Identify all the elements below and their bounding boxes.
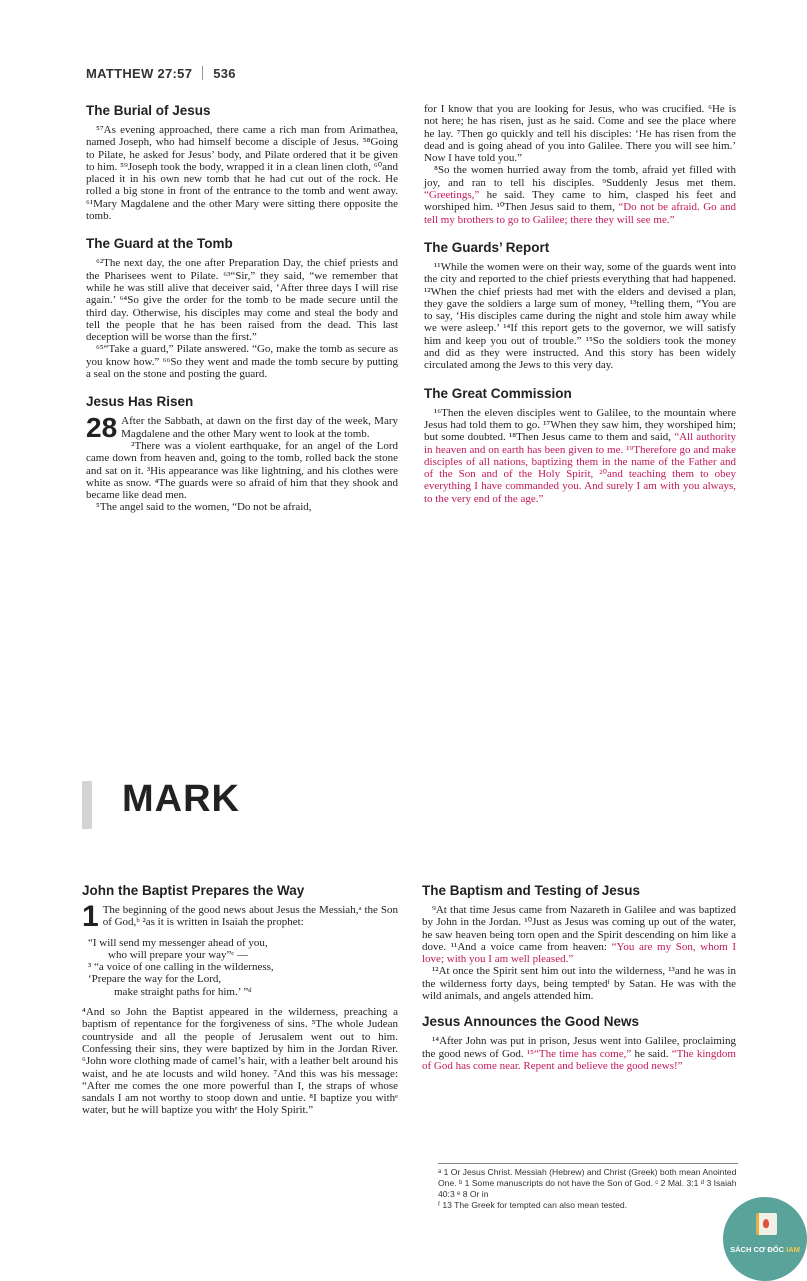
chapter-number: 28 — [86, 412, 118, 444]
paragraph: The beginning of the good news about Jesus the Messiah,ᵃ the Son of God,ᵇ ²as it is written in Isaiah the prophet: — [102, 904, 398, 929]
section-heading-risen: Jesus Has Risen — [86, 394, 194, 410]
chapter-number: 1 — [82, 900, 99, 933]
paragraph — [424, 407, 736, 505]
words-of-jesus: “The kingdom of God has come near. Repent and believe the good news!” — [422, 1047, 736, 1072]
footnotes — [438, 1163, 738, 1211]
words-of-jesus: ¹⁵“The time has come,” — [526, 1047, 632, 1060]
paragraph: ¹²At once the Spirit sent him out into the wilderness, ¹³and he was in the wilderness forty days, being temptedᶠ by Satan. He was with the wild animals, and angels attended him. — [422, 965, 736, 1003]
poetry-quote — [88, 937, 398, 998]
divider — [202, 66, 203, 80]
text-run: he said. — [631, 1047, 672, 1060]
section-heading-baptist: John the Baptist Prepares the Way — [82, 883, 305, 898]
chapter-opening — [82, 900, 398, 933]
section-heading-announces: Jesus Announces the Good News — [422, 1014, 640, 1030]
chapter-reference: MATTHEW 27:57 — [86, 66, 193, 81]
section-heading-report: The Guards’ Report — [424, 239, 550, 255]
section-heading-guard: The Guard at the Tomb — [86, 236, 233, 252]
book-title: MARK — [122, 778, 240, 820]
words-of-jesus: “All authority in heaven and on earth has been given to me. ¹⁹Therefore go and make disciples of all nations, baptizing them in the name of the Father and of the Son and of the Holy Spirit, ²⁰and teaching them to obey everything I have commanded you. And surely I am with you always, to the very end of the age.” — [424, 431, 737, 505]
paragraph: ⁶²The next day, the one after Preparation Day, the chief priests and the Pharisees went to Pilate. ⁶³“Sir,” they said, “we remember that while he was still alive that deceiver said, ‘After three days I will rise again.’ ⁶⁴So give the order for the tomb to be made secure until the third day. Otherwise, his disciples may come and steal the body and tell the people that he has been raised from the dead. This last deception will be worse than the first.” — [86, 257, 398, 344]
footnote-line: ᵃ 1 Or Jesus Christ. Messiah (Hebrew) and Christ (Greek) both mean Anointed One. ᵇ 1 Some manuscripts do not have the Son of God. ᶜ 2 Mal. 3:1 ᵈ 3 Isaiah 40:3 ᵉ 8 Or in — [438, 1167, 737, 1199]
poem-line: make straight paths for him.’ ”ᵈ — [114, 985, 252, 998]
watermark-logo — [723, 1197, 807, 1281]
paragraph: ¹¹While the women were on their way, some of the guards went into the city and reported to the chief priests everything that had happened. ¹²When the chief priests had met with the elders and devised a plan, they gave the soldiers a large sum of money, ¹³telling them, “You are to say, ‘His disciples came during the night and stole him away while we were asleep.’ ¹⁴If this report gets to the governor, we will satisfy him and keep you out of trouble.” ¹⁵So the soldiers took the money and did as they were instructed. And this story has been widely circulated among the Jews to this very day. — [424, 260, 736, 372]
text-run: ¹⁶Then the eleven disciples went to Galilee, to the mountain where Jesus had told them to go. ¹⁷When they saw him, they worshiped him; but some doubted. ¹⁸Then Jesus came to them and said, — [424, 406, 736, 444]
paragraph: ⁶⁵“Take a guard,” Pilate answered. “Go, make the tomb as secure as you know how.” ⁶⁶So they went and made the tomb secure by putting a seal on the stone and posting the guard. — [86, 343, 398, 381]
chapter-opening — [86, 412, 398, 444]
poem-line: “I will send my messenger ahead of you, — [88, 936, 268, 949]
text-run: ⁹At that time Jesus came from Nazareth in Galilee and was baptized by John in the Jordan. ¹⁰Just as Jesus was coming up out of the water, he saw heaven being torn open and the Spirit descending on him like a dove. ¹¹And a voice came from heaven: — [422, 904, 736, 953]
column-bottom-left — [82, 883, 398, 1117]
paragraph: ⁵⁷As evening approached, there came a rich man from Arimathea, named Joseph, who had himself become a disciple of Jesus. ⁵⁸Going to Pilate, he asked for Jesus’ body, and Pilate ordered that it be given to him. ⁵⁹Joseph took the body, wrapped it in a clean linen cloth, ⁶⁰and placed it in his own new tomb that he had cut out of the rock. He rolled a big stone in front of the entrance to the tomb and went away. ⁶¹Mary Magdalene and the other Mary were sitting there opposite the tomb. — [86, 124, 398, 223]
paragraph: After the Sabbath, at dawn on the first day of the week, Mary Magdalene and the other Mary went to look at the tomb. — [121, 415, 398, 440]
running-head — [86, 66, 236, 81]
column-top-right — [424, 103, 736, 505]
flame-icon — [763, 1219, 769, 1228]
poem-line: ‘Prepare the way for the Lord, — [88, 973, 222, 986]
poem-line: ³ “a voice of one calling in the wilderness, — [88, 961, 274, 974]
section-heading-burial: The Burial of Jesus — [86, 103, 211, 118]
column-bottom-right — [422, 883, 736, 1072]
paragraph — [424, 164, 736, 225]
paragraph — [422, 904, 736, 965]
book-title-bar — [82, 781, 92, 829]
footnote-line: ᶠ 13 The Greek for tempted can also mean tested. — [438, 1200, 628, 1210]
page-number: 536 — [213, 66, 236, 81]
poem-line: who will prepare your way”ᶜ — — [108, 948, 248, 961]
paragraph: ⁴And so John the Baptist appeared in the wilderness, preaching a baptism of repentance for the forgiveness of sins. ⁵The whole Judean countryside and all the people of Jerusalem went out to him. Confessing their sins, they were baptized by him in the Jordan River. ⁶John wore clothing made of camel’s hair, with a leather belt around his waist, and he ate locusts and wild honey. ⁷And this was his message: “After me comes the one more powerful than I, the straps of whose sandals I am not worthy to stoop down and untie. ⁸I baptize you withᵉ water, but he will baptize you withᵉ the Holy Spirit.” — [82, 1006, 398, 1117]
column-top-left — [86, 103, 398, 514]
text-run: he said. They came to him, clasped his feet and worshiped him. ¹⁰Then Jesus said to them, — [424, 189, 736, 214]
words-of-god: “You are my Son, whom I love; with you I am well pleased.” — [422, 940, 736, 966]
text-run: ¹⁴After John was put in prison, Jesus went into Galilee, proclaiming the good news of God. — [422, 1035, 736, 1060]
words-of-jesus: “Greetings,” — [424, 189, 480, 202]
section-heading-commission: The Great Commission — [424, 385, 572, 401]
paragraph — [422, 1035, 736, 1072]
watermark-text — [723, 1245, 807, 1254]
paragraph: ²There was a violent earthquake, for an angel of the Lord came down from heaven and, going to the tomb, rolled back the stone and sat on it. ³His appearance was like lightning, and his clothes were white as snow. ⁴The guards were so afraid of him that they shook and became like dead men. — [86, 439, 398, 502]
watermark-line2: IAM — [786, 1245, 800, 1254]
text-run: ⁸So the women hurried away from the tomb, afraid yet filled with joy, and ran to tell his disciples. ⁹Suddenly Jesus met them. — [424, 164, 736, 189]
watermark-line1: SÁCH CƠ ĐỐC — [730, 1245, 785, 1254]
paragraph: ⁵The angel said to the women, “Do not be afraid, — [96, 501, 312, 514]
section-heading-baptism: The Baptism and Testing of Jesus — [422, 883, 641, 898]
words-of-jesus: “Do not be afraid. Go and tell my brothers to go to Galilee; there they will see me.” — [424, 201, 736, 226]
paragraph: for I know that you are looking for Jesus, who was crucified. ⁶He is not here; he has risen, just as he said. Come and see the place where he lay. ⁷Then go quickly and tell his disciples: ‘He has risen from the dead and is going ahead of you into Galilee. There you will see him.’ Now I have told you.” — [424, 103, 736, 165]
